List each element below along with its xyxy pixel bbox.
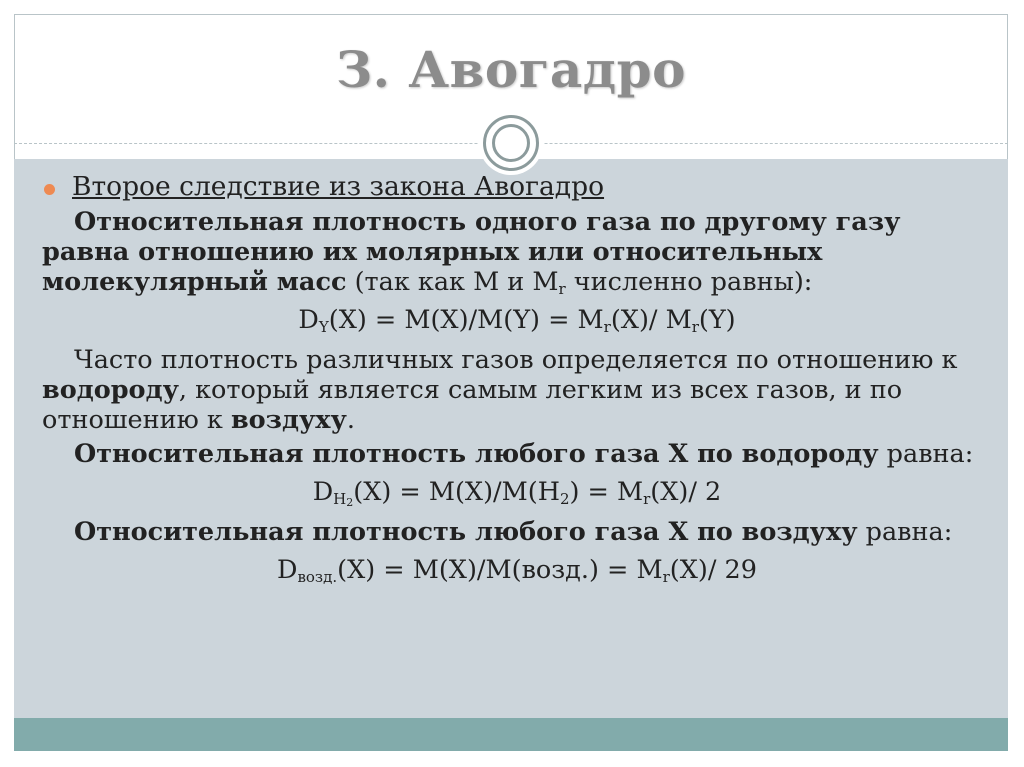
f3-r: r [662,568,670,586]
p4-normal: равна: [857,517,953,547]
f3-body: (X) = M(X)/M(возд.) = M [337,555,663,585]
f2-d-sub [333,490,353,508]
p2-b: , который является самым легким из всех газов, и по отношению к [42,375,903,435]
p4-bold: Относительная плотность любого газа X по воздуху [74,517,858,547]
paragraph-hydrogen-air [42,345,992,435]
footer-bar [14,718,1008,751]
f1-d-sub: Y [318,318,329,336]
f1-body: (X) = M(X)/M(Y) = M [328,305,604,335]
paragraph-by-air [42,517,992,547]
f1-end: (Y) [698,305,736,335]
paragraph-by-hydrogen [42,439,992,469]
p3-normal: равна: [878,439,974,469]
f1-d: D [298,305,319,335]
f2-r: r [643,490,651,508]
p2-a: Часто плотность различных газов определяется по отношению к [74,345,958,375]
paragraph-relative-density [42,207,992,297]
f2-end: (X)/ 2 [650,477,722,507]
p2-bold-air: воздуху [230,405,347,435]
f2-mid: ) = M [569,477,644,507]
slide-body [42,172,992,595]
bullet-item [42,172,992,202]
f3-d: D [277,555,298,585]
f3-d-sub: возд. [297,568,338,586]
p1-bold: Относительная плотность одного газа по другому газу равна отношению их молярных или относительных молекулярный масс [42,207,901,297]
inner-ring [492,124,530,162]
p3-bold: Относительная плотность любого газа X по водороду [74,439,879,469]
f1-r1: r [603,318,611,336]
p2-c: . [346,405,355,435]
f1-mid: (X)/ M [610,305,692,335]
f2-body: (X) = M(X)/M(H [353,477,560,507]
formula-air [42,555,992,585]
bullet-dot-icon [44,184,55,195]
f3-end: (X)/ 29 [669,555,757,585]
p1-normal: (так как M и M [346,267,559,297]
f2-d-sub-h: H [333,490,347,508]
bullet-heading: Второе следствие из закона Авогадро [72,171,605,202]
slide-title: З. Авогадро [336,40,686,99]
p1-sub: r [558,280,566,298]
circle-ornament-icon [479,111,543,175]
f2-d: D [312,477,334,507]
formula-general [42,305,992,335]
formula-hydrogen [42,477,992,507]
f2-d-sub-2: 2 [346,496,354,509]
f2-h-sub: 2 [559,490,570,508]
p1-tail: численно равны): [565,267,813,297]
p2-bold-hydrogen: водороду [42,375,179,405]
f1-r2: r [691,318,699,336]
